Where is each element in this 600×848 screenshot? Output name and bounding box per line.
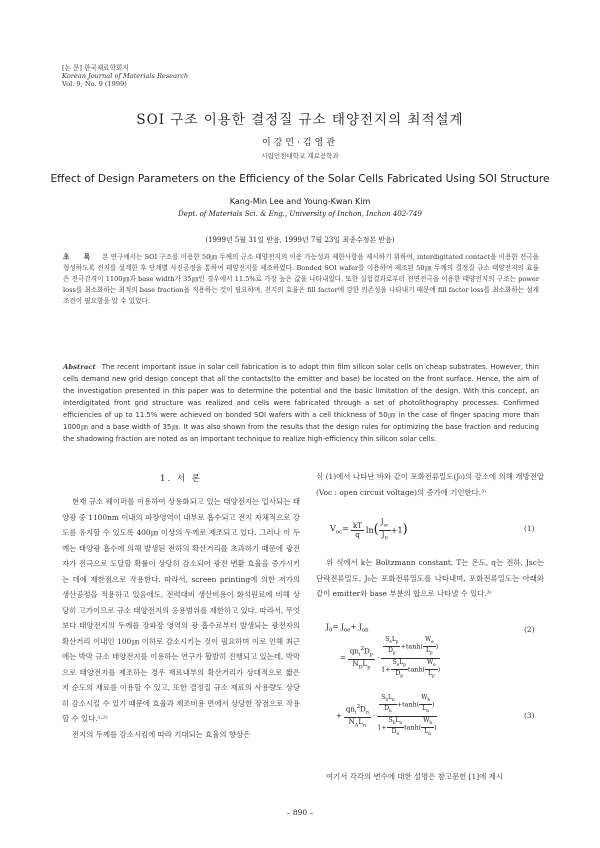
journal-volume: Vol. 9, No. 9 (1999) (62, 80, 127, 88)
journal-line-en: Korean Journal of Materials Research (62, 72, 189, 80)
intro-paragraph-2: 전지의 두께를 감소시킴에 따라 기대되는 효율의 향상은 (72, 729, 251, 739)
abstract-korean-text: 본 연구에서는 SOI 구조를 이용한 50㎛ 두께의 규소 태양전지의 이용 가능성과 제한사항을 제시하기 위하여, interdigitated contact을 이용한 전극을 형성하도록 전지를 설계한 후 단계별 사진공정을 통하여 태양전지를 제조하였다. Bonded SOI wafer를 이용하여 제조된 50㎛ 두께의 결정질 규소 태양전지의 효율은 전극간격이 1100㎛과 base width가 35㎛인 경우에서 11.5%로 가장 높은 값을 나타내었다. 또한 실험결과로부터 전면전극을 이용한 태양전지의 구조는 power loss를 최소화하는 최적의 base fraction을 적용하는 것이 필요하며, 전지의 효율은 fill factor에 강한 의존성을 나타내기 때문에 fill factor loss를 최소화하는 설계조건이 필요함을 알 수 있었다. (63, 253, 539, 306)
abstract-korean-head: 초 록 (63, 253, 97, 261)
abstract-english-head: Abstract (63, 363, 96, 371)
title-korean: SOI 구조 이용한 결정질 규소 태양전지의 최적설계 (136, 112, 464, 128)
equation-2-line2: = $\frac{qn_i^2D_p}{N_DL_p}$ · $\frac{S_eL_p}{D_p}$ +tanh( $\frac{W_e}{L_p}$ ) 1+ $\frac{S_eL_p}{D_p}$ tanh( $\frac{W_e}{L_p}$ ) (340, 636, 441, 678)
equation-3: + $\frac{qn_i^2D_n}{N_AL_n}$ · $\frac{S_bL_n}{D_n}$ +tanh( $\frac{W_b}{L_n}$ ) 1+ $\frac{S_bL_n}{D_n}$ tanh( $\frac{W_b}{L_n}$ ) (336, 694, 437, 736)
right-intro-text: 식 (1)에서 나타난 바와 같이 포화전류밀도(J₀)의 감소에 의해 개방전압(Voc : open circuit voltage)의 증가에 기인한다.³⁾ (316, 472, 544, 497)
right-middle-text: 위 식에서 k는 Boltzmann constant, T는 온도, q는 전하, Jsc는 단락전류밀도, J₀는 포화전류밀도를 나타내며, 포화전류밀도는 아래와 같이 emitter와 base 부분의 합으로 나타낼 수 있다.³⁾ (316, 558, 544, 598)
intro-paragraph-1: 현재 규소 웨이퍼를 이용하여 상용화되고 있는 태양전지는 입사되는 태양광 중 1100nm 이내의 파장영역이 내부로 흡수되고 전지 자체적으로 강도를 유지할 수 있도록 400㎛ 이상의 두께로 제조되고 있다. 그러나 이 두께는 태양광 흡수에 의해 발생된 전하의 확산거리를 초과하기 때문에 광전자가 전극으로 도달할 확률이 상당히 감소되어 광전 변환 효율을 증가시키는 데에 제한점으로 작용한다. 따라서, screen printing에 의한 저가의 생산공정을 적용하고 있음에도, 전력대비 생산비용이 화석원료에 비해 상당히 고가이므로 규소 태양전지의 응용범위를 제한하고 있다. 따라서, 무엇보다 태양전지의 두께를 장파장 영역의 광 흡수로부터 발생되는 광전자의 확산거리 이내인 100㎛ 이하로 감소시키는 것이 필요하며 이로 인해 최근에는 박막 규소 태양전지를 이용하는 연구가 활발히 진행되고 있는데, 박막으로 태양전지를 제조하는 경우 재료내부의 확산거리가 상대적으로 짧은 저 순도의 재료를 이용할 수 있고, 또한 결정질 규소 재료의 사용량도 상당히 감소시킬 수 있기 때문에 효율과 제조비용 면에서 상당한 장점으로 작용할 수 있다.¹·²⁾ (62, 497, 300, 723)
right-column-bottom (316, 769, 544, 784)
authors-english: Kang-Min Lee and Young-Kwan Kim (229, 197, 371, 206)
section-heading-intro: 1. 서 론 (160, 474, 202, 484)
abstract-korean (63, 252, 539, 307)
title-english: Effect of Design Parameters on the Efficiency of the Solar Cells Fabricated Using SOI Structure (50, 173, 550, 185)
affiliation-english: Dept. of Materials Sci. & Eng., University of Inchon, Inchon 402-749 (178, 210, 422, 218)
right-column-middle (316, 555, 544, 602)
page-number: – 890 – (286, 808, 314, 817)
equation-2-line1: $J_0= J_{oe}+ J_{ob}$ (326, 622, 369, 634)
authors-korean: 이강민·김영관 (261, 138, 339, 148)
equation-3-number: (3) (524, 711, 535, 720)
equation-1: $V_{oc}=$ $\frac{kT}{q}$ ln ( $\frac{J_{sc}}{J_0}$ +1 ) (330, 518, 408, 541)
received-dates: (1999년 5월 31일 받음, 1999년 7월 23일 최종수정본 받음) (205, 236, 395, 244)
affiliation-korean: 시립인천대학교 재료공학과 (261, 152, 339, 160)
equation-1-number: (1) (524, 524, 535, 533)
right-bottom-text: 여기서 각각의 변수에 대한 설명은 참고문헌 [1]에 제시 (326, 772, 503, 781)
abstract-english-text: The recent important issue in solar cell fabrication is to adopt thin film silicon solar cells on cheap substrates. However, thin cells demand new grid design concept that all the contacts(to the emitter and base) be located on the front surface. Hence, the aim of the investigation presented in this paper was to determine the potential and the basic limitation of the design. With this concept, an interdigitated front grid structure was realized and cells were fabricated through a set of photolithography processes. Confirmed efficiencies of up to 11.5% were achieved on bonded SOI wafers with a cell thickness of 50㎛ in the case of finger spacing more than 1000㎛ and a base width of 35㎛. It was also shown from the results that the design rules for optimizing the base fraction and reducing the shadowing fraction are noted as an important technique to realize high-efficiency thin silicon solar cells. (63, 363, 539, 443)
equation-2-number: (2) (524, 625, 535, 634)
journal-line-ko: [논 문] 한국재료학회지 (62, 64, 129, 72)
journal-header (62, 64, 188, 88)
left-column-body (62, 494, 300, 742)
right-column-intro (316, 469, 544, 500)
abstract-english (63, 361, 539, 445)
